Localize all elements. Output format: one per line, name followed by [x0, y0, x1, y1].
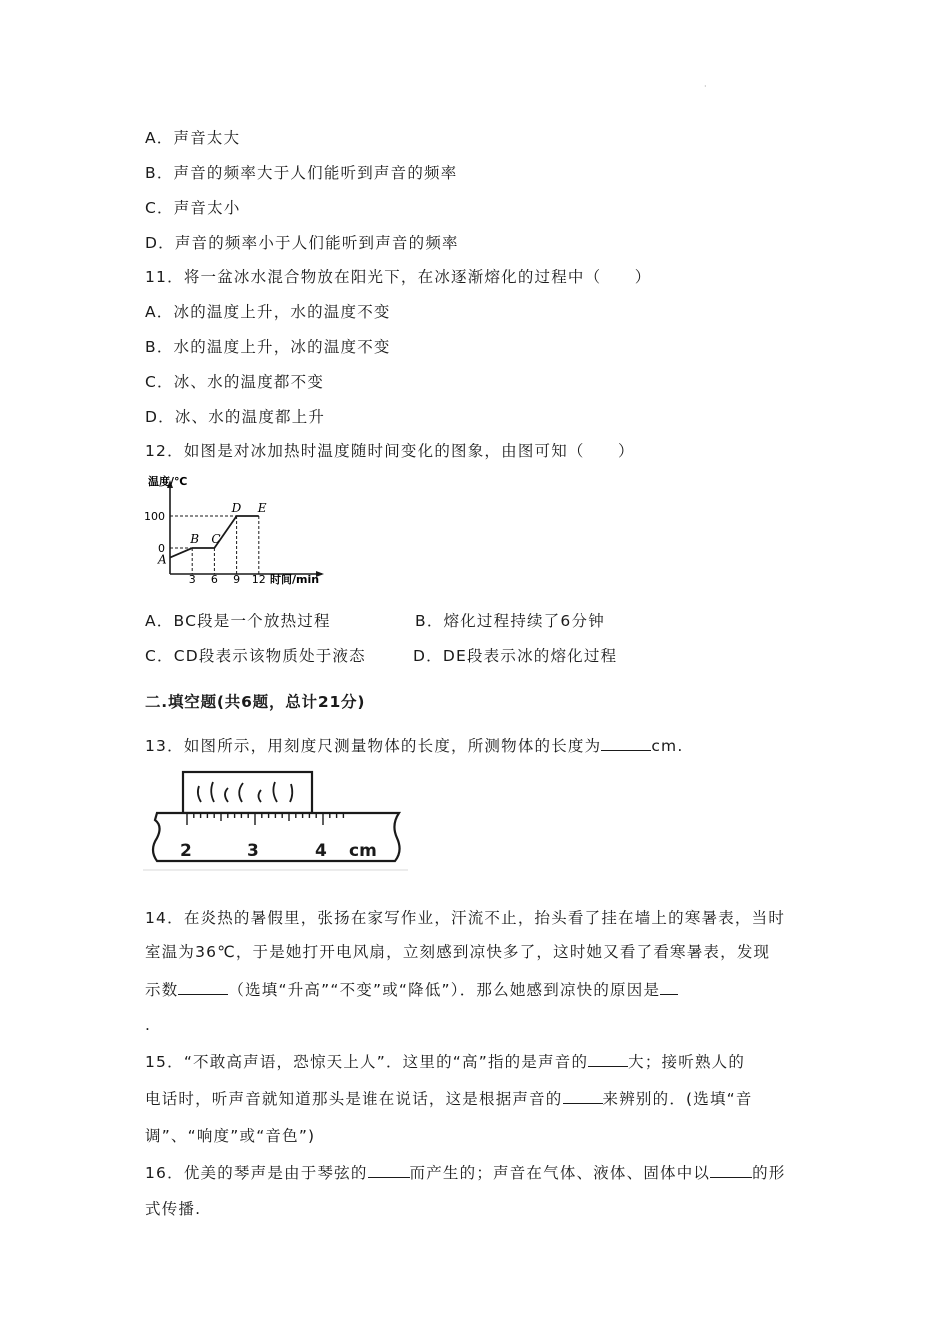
q16-line-1 — [145, 1163, 810, 1183]
x-tick-label: 12 — [251, 573, 266, 586]
y-tick-label: 100 — [144, 510, 165, 523]
section-title-fill-in: 二.填空题(共6题，总计21分) — [145, 693, 366, 711]
q15-line-1-before: 15．“不敢高声语，恐惊天上人”．这里的“高”指的是声音的 — [145, 1053, 589, 1071]
q15-line-2 — [145, 1089, 810, 1109]
q11-option-c: C．冰、水的温度都不变 — [145, 373, 325, 391]
point-label-A: A — [158, 552, 167, 567]
temperature-time-graph — [140, 470, 330, 588]
q11-option-d: D．冰、水的温度都上升 — [145, 408, 326, 426]
q14-line-1: 14．在炎热的暑假里，张扬在家写作业，汗流不止，抬头看了挂在墙上的寒暑表，当时 — [145, 909, 786, 927]
point-label-C: C — [211, 532, 221, 546]
x-tick-label: 6 — [210, 573, 218, 586]
q12-option-c: C．CD段表示该物质处于液态 — [145, 647, 366, 665]
x-tick-label: 3 — [188, 573, 196, 586]
q15-answer-blank-2[interactable] — [563, 1089, 603, 1104]
ruler-label-2: 2 — [180, 841, 192, 861]
q12-option-a: A．BC段是一个放热过程 — [145, 612, 331, 630]
q14-line-2: 室温为36℃，于是她打开电风扇，立刻感到凉快多了，这时她又看了看寒暑表，发现 — [145, 943, 771, 961]
q14-line-4: . — [145, 1016, 152, 1034]
q13-stem — [145, 736, 683, 756]
point-label-B: B — [190, 532, 200, 546]
q14-answer-blank-1[interactable] — [178, 980, 228, 995]
q12-option-b: B．熔化过程持续了6分钟 — [415, 612, 605, 630]
ruler-figure — [143, 768, 408, 872]
q11-option-a: A．冰的温度上升，水的温度不变 — [145, 303, 391, 321]
ruler-label-3: 3 — [247, 841, 259, 861]
q15-answer-blank-1[interactable] — [588, 1052, 628, 1067]
q10-option-b: B．声音的频率大于人们能听到声音的频率 — [145, 164, 458, 182]
y-tick-label: 0 — [158, 542, 165, 555]
point-label-E: E — [257, 501, 267, 515]
q15-line-3: 调”、“响度”或“音色”) — [145, 1127, 316, 1145]
x-tick-label: 9 — [233, 573, 241, 586]
q10-option-c: C．声音太小 — [145, 199, 241, 217]
q12-option-d: D．DE段表示冰的熔化过程 — [413, 647, 618, 665]
point-label-D: D — [231, 501, 242, 515]
ruler-label-4: 4 — [315, 841, 327, 861]
x-axis-title: 时间/min — [270, 573, 320, 586]
q16-answer-blank-1[interactable] — [368, 1163, 410, 1178]
q16-answer-blank-2[interactable] — [710, 1163, 752, 1178]
q15-line-1 — [145, 1052, 810, 1072]
q14-line-3-mid: （选填“升高”“不变”或“降低”）．那么她感到凉快的原因是 — [228, 981, 661, 999]
q13-answer-blank[interactable] — [601, 736, 651, 751]
q10-option-d: D．声音的频率小于人们能听到声音的频率 — [145, 234, 459, 252]
q15-line-2-after: 来辨别的．(选填“音 — [602, 1090, 753, 1108]
q16-line-2: 式传播. — [145, 1200, 202, 1218]
q16-line-1-before: 16．优美的琴声是由于琴弦的 — [145, 1164, 368, 1182]
q11-stem: 11．将一盆冰水混合物放在阳光下，在冰逐渐熔化的过程中（ ） — [145, 268, 652, 286]
q14-line-3-before: 示数 — [145, 981, 179, 999]
q14-answer-blank-2[interactable] — [660, 980, 678, 995]
q11-option-b: B．水的温度上升，冰的温度不变 — [145, 338, 391, 356]
ruler-unit-label: cm — [349, 841, 377, 861]
q15-line-1-after: 大；接听熟人的 — [628, 1053, 746, 1071]
q14-line-3 — [145, 980, 810, 1000]
y-axis-title: 温度/℃ — [148, 475, 188, 488]
q13-stem-after: cm. — [651, 737, 684, 755]
q16-line-1-mid: 而产生的；声音在气体、液体、固体中以 — [409, 1164, 711, 1182]
q13-stem-before: 13．如图所示，用刻度尺测量物体的长度，所测物体的长度为 — [145, 737, 602, 755]
q15-line-2-before: 电话时，听声音就知道那头是谁在说话，这是根据声音的 — [145, 1090, 563, 1108]
q16-line-1-after: 的形 — [752, 1164, 786, 1182]
corner-mark: · — [704, 82, 707, 91]
q12-stem: 12．如图是对冰加热时温度随时间变化的图象，由图可知（ ） — [145, 442, 635, 460]
q10-option-a: A．声音太大 — [145, 129, 241, 147]
